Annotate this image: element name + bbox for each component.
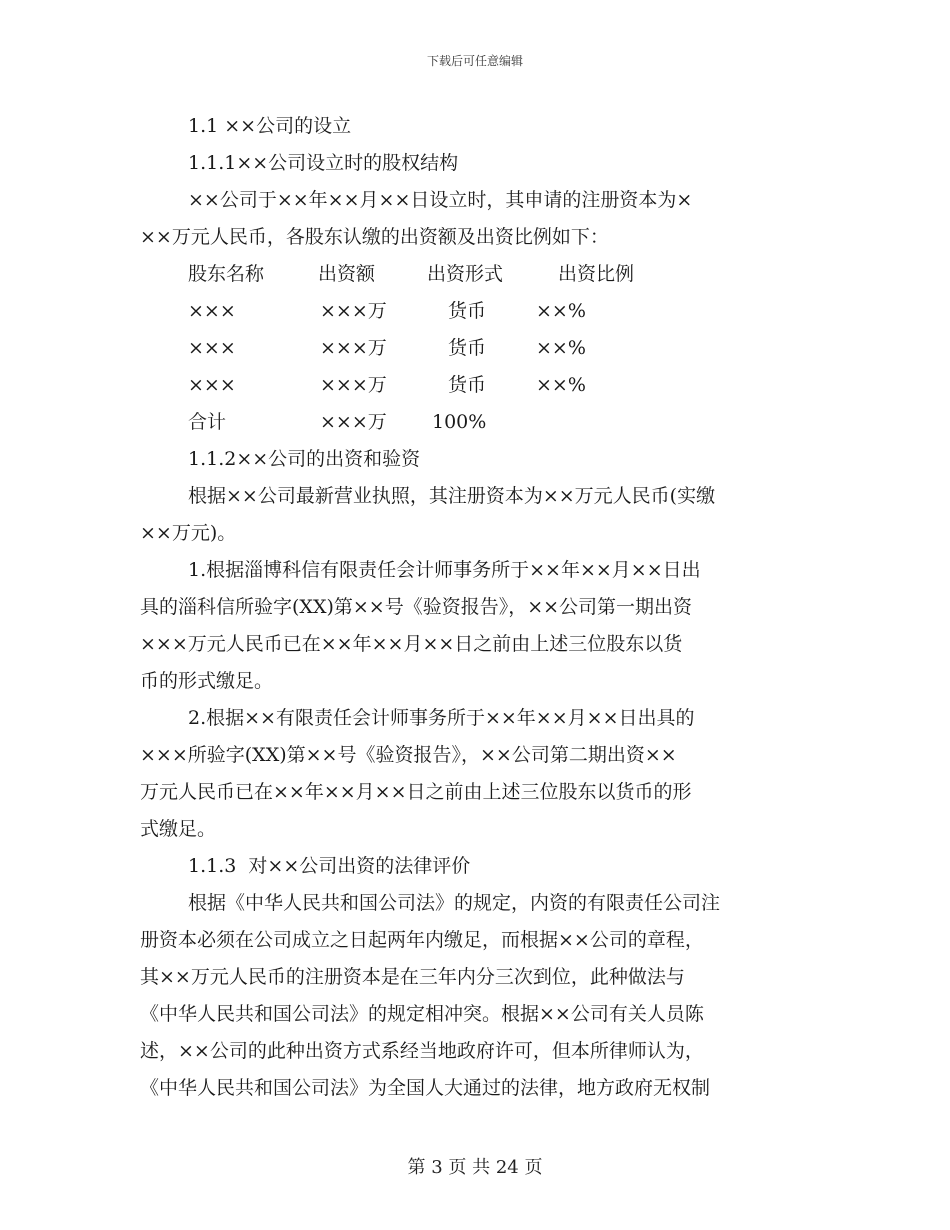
table-cell: ××× (188, 374, 236, 396)
table-header-row (140, 256, 810, 293)
paragraph-line: 根据××公司最新营业执照，其注册资本为××万元人民币(实缴 (188, 485, 716, 507)
subsection-heading: 1.1.3 对××公司出资的法律评价 (188, 855, 471, 877)
table-row (140, 367, 810, 404)
subsection-heading: 1.1.2××公司的出资和验资 (188, 448, 421, 470)
table-header-cell: 出资比例 (558, 263, 635, 285)
paragraph-line: 式缴足。 (140, 818, 217, 840)
paragraph-line: 根据《中华人民共和国公司法》的规定，内资的有限责任公司注 (188, 892, 721, 914)
paragraph-line: ×××所验字(XX)第××号《验资报告》，××公司第二期出资×× (140, 744, 677, 766)
paragraph-line: 1.根据淄博科信有限责任会计师事务所于××年××月××日出 (188, 559, 701, 581)
table-total-row (140, 404, 810, 441)
document-body (140, 108, 810, 1107)
table-cell: 货币 (448, 300, 487, 322)
table-cell: 货币 (448, 374, 487, 396)
table-header-cell: 股东名称 (188, 263, 265, 285)
page-header: 下载后可任意编辑 (426, 54, 523, 68)
subsection-heading: 1.1.1××公司设立时的股权结构 (188, 152, 459, 174)
paragraph-line: 万元人民币已在××年××月××日之前由上述三位股东以货币的形 (140, 781, 692, 803)
table-cell: ×××万 (320, 374, 387, 396)
table-cell: 100% (432, 411, 487, 433)
paragraph-line: ××万元)。 (140, 522, 237, 544)
paragraph-line: 《中华人民共和国公司法》的规定相冲突。根据××公司有关人员陈 (140, 1003, 704, 1025)
table-header-cell: 出资形式 (427, 263, 504, 285)
paragraph-line: ××万元人民币，各股东认缴的出资额及出资比例如下： (140, 226, 609, 248)
paragraph-line: 币的形式缴足。 (140, 670, 274, 692)
paragraph-line: 册资本必须在公司成立之日起两年内缴足，而根据××公司的章程， (140, 929, 704, 951)
table-row (140, 330, 810, 367)
table-cell: ××% (536, 337, 586, 359)
table-cell: ×××万 (320, 337, 387, 359)
table-header-cell: 出资额 (318, 263, 376, 285)
paragraph-line: 具的淄科信所验字(XX)第××号《验资报告》，××公司第一期出资 (140, 596, 693, 618)
table-cell: ××× (188, 300, 236, 322)
table-cell: ×××万 (320, 411, 387, 433)
page-footer: 第 3 页 共 24 页 (407, 1157, 543, 1178)
table-cell: ×××万 (320, 300, 387, 322)
section-heading: 1.1 ××公司的设立 (188, 115, 352, 137)
paragraph-line: 其××万元人民币的注册资本是在三年内分三次到位，此种做法与 (140, 966, 685, 988)
table-cell: 合计 (188, 411, 227, 433)
paragraph-line: ×××万元人民币已在××年××月××日之前由上述三位股东以货 (140, 633, 683, 655)
paragraph-line: ××公司于××年××月××日设立时，其申请的注册资本为× (188, 189, 693, 211)
paragraph-line: 述，××公司的此种出资方式系经当地政府许可，但本所律师认为， (140, 1040, 704, 1062)
paragraph-line: 《中华人民共和国公司法》为全国人大通过的法律，地方政府无权制 (140, 1077, 711, 1099)
table-row (140, 293, 810, 330)
table-cell: ××% (536, 300, 586, 322)
table-cell: ××× (188, 337, 236, 359)
table-cell: 货币 (448, 337, 487, 359)
paragraph-line: 2.根据××有限责任会计师事务所于××年××月××日出具的 (188, 707, 695, 729)
table-cell: ××% (536, 374, 586, 396)
